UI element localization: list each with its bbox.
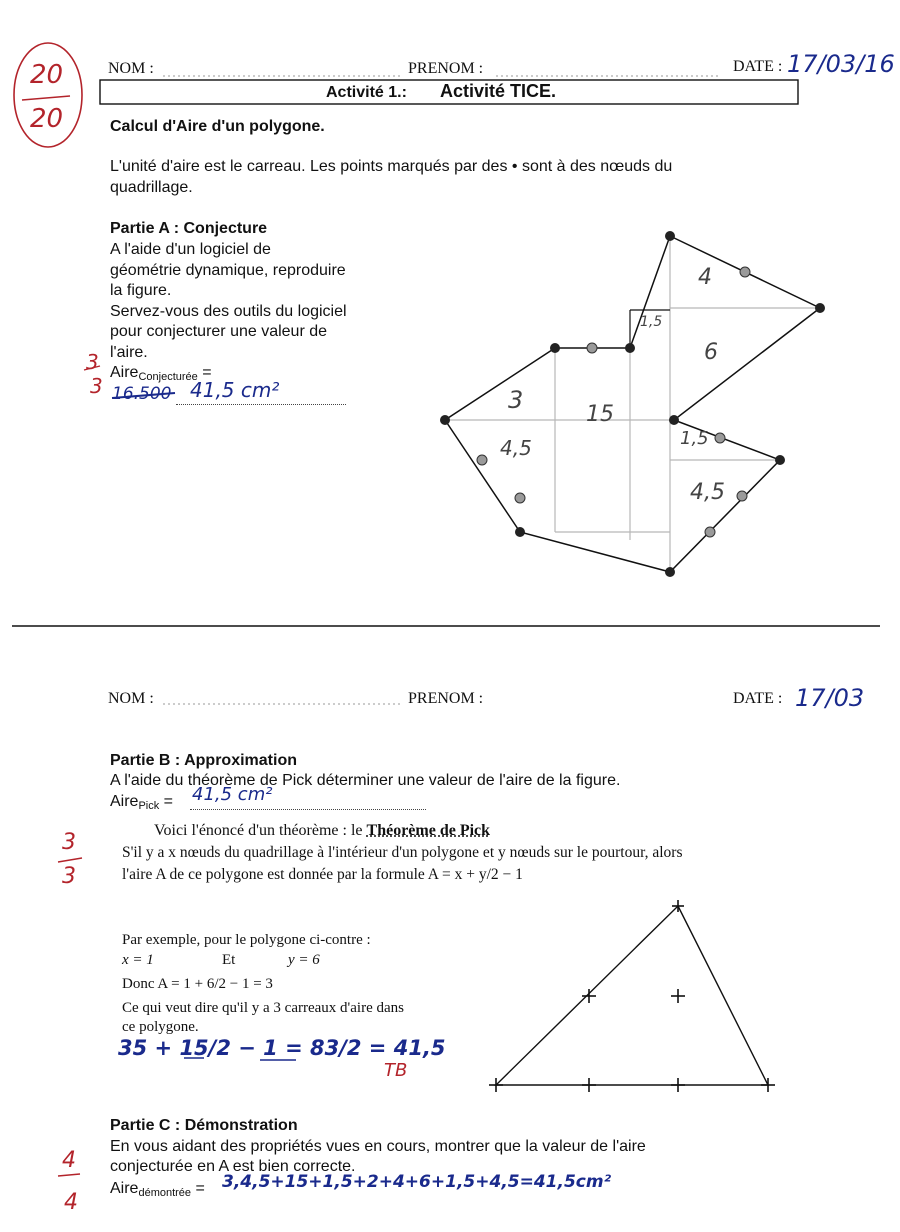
part-a-line: A l'aide d'un logiciel de	[110, 241, 271, 258]
example-conclusion-1: Ce qui veut dire qu'il y a 3 carreaux d'aire dans	[122, 1000, 404, 1016]
pick-line-2: l'aire A de ce polygone est donnée par la formule A = x + y/2 − 1	[122, 866, 523, 883]
figure-label: 1,5	[640, 314, 663, 330]
example-formula: Donc A = 1 + 6/2 − 1 = 3	[122, 976, 273, 992]
part-a-score-total: 3	[90, 374, 103, 398]
nom-label: NOM :	[108, 60, 154, 77]
node-point	[740, 267, 750, 277]
figure-label: 3	[508, 386, 524, 414]
polygon-outline	[445, 236, 820, 572]
figure-label: 4,5	[500, 436, 532, 460]
date-label: DATE :	[733, 690, 783, 707]
activity-title-left: Activité 1.:	[326, 84, 407, 101]
part-b-score: 3	[62, 830, 76, 855]
intro-line-1: L'unité d'aire est le carreau. Les points marqués par des • sont à des nœuds du	[110, 158, 673, 175]
node-point	[625, 343, 635, 353]
nom-label: NOM :	[108, 690, 154, 707]
node-point	[515, 493, 525, 503]
node-point	[775, 455, 785, 465]
answer-crossed: 16.500	[112, 384, 172, 404]
node-point	[515, 527, 525, 537]
aire-demontree-label: Aire$_{démontrée}$ =	[110, 1180, 205, 1199]
answer-conjecture: 41,5 cm²	[190, 378, 280, 402]
example-x: x = 1	[122, 952, 154, 968]
example-conclusion-2: ce polygone.	[122, 1019, 199, 1035]
triangle-outline	[496, 906, 768, 1085]
answer-demontree: 3,4,5+15+1,5+2+4+6+1,5+4,5=41,5cm²	[222, 1172, 612, 1192]
prenom-label: PRENOM :	[408, 690, 484, 707]
score-bar	[58, 1174, 80, 1176]
teacher-mark: TB	[384, 1060, 408, 1081]
aire-conjecturee-label: Aire$_{Conjecturée}$ =	[110, 364, 212, 383]
part-a-score: 3	[86, 350, 99, 374]
node-point	[440, 415, 450, 425]
node-point	[665, 567, 675, 577]
answer-pick: 41,5 cm²	[192, 784, 273, 805]
part-c-score-total: 4	[64, 1190, 78, 1215]
node-point	[665, 231, 675, 241]
activity-title-right: Activité TICE.	[440, 81, 557, 101]
prenom-label: PRENOM :	[408, 60, 484, 77]
part-a-line: l'aire.	[110, 343, 148, 361]
node-point	[669, 415, 679, 425]
part-a-title: Partie A : Conjecture	[110, 220, 268, 237]
node-point	[715, 433, 725, 443]
pick-example-triangle	[489, 900, 775, 1092]
part-c-line-2: conjecturée en A est bien correcte.	[110, 1158, 356, 1175]
part-c-title: Partie C : Démonstration	[110, 1117, 298, 1134]
pick-line-1: S'il y a x nœuds du quadrillage à l'intérieur d'un polygone et y nœuds sur le pourtour, alors	[122, 844, 683, 861]
aire-pick-label: Aire$_{Pick}$ =	[110, 793, 174, 812]
part-a-line: Servez-vous des outils du logiciel	[110, 302, 347, 320]
part-c-line-1: En vous aidant des propriétés vues en cours, montrer que la valeur de l'aire	[110, 1138, 646, 1155]
figure-label: 4	[698, 265, 712, 290]
example-intro: Par exemple, pour le polygone ci-contre :	[122, 932, 371, 948]
date-value: 17/03	[795, 684, 865, 712]
figure-label: 4,5	[690, 480, 725, 505]
part-b-title: Partie B : Approximation	[110, 752, 297, 769]
figure-label: 6	[704, 340, 718, 365]
part-a-line: géométrie dynamique, reproduire	[110, 261, 346, 279]
example-et: Et	[222, 952, 236, 968]
figure-label: 1,5	[680, 428, 709, 449]
node-point	[737, 491, 747, 501]
node-point	[550, 343, 560, 353]
node-point	[705, 527, 715, 537]
part-a-line: la figure.	[110, 282, 172, 300]
section-title: Calcul d'Aire d'un polygone.	[110, 118, 325, 135]
grade-score: 20	[30, 60, 64, 90]
node-point	[477, 455, 487, 465]
node-point	[587, 343, 597, 353]
part-a-text	[110, 240, 347, 364]
score-bar	[58, 858, 82, 862]
part-b-line: A l'aide du théorème de Pick déterminer une valeur de l'aire de la figure.	[110, 772, 621, 789]
date-label: DATE :	[733, 58, 783, 75]
intro-line-2: quadrillage.	[110, 179, 193, 196]
part-c-score: 4	[62, 1148, 76, 1173]
grade-fraction-bar	[22, 96, 70, 100]
student-calc: 35 + 15/2 − 1 = 83/2 = 41,5	[118, 1036, 446, 1060]
example-y: y = 6	[288, 952, 320, 968]
part-b-score-total: 3	[62, 864, 76, 889]
pick-intro: Voici l'énoncé d'un théorème : le Théorème de Pick	[154, 822, 491, 839]
date-value: 17/03/16	[787, 50, 895, 78]
grade-total: 20	[30, 104, 64, 134]
part-a-line: pour conjecturer une valeur de	[110, 323, 328, 341]
node-point	[815, 303, 825, 313]
figure-label: 15	[586, 402, 614, 427]
polygon-figure	[440, 231, 825, 577]
